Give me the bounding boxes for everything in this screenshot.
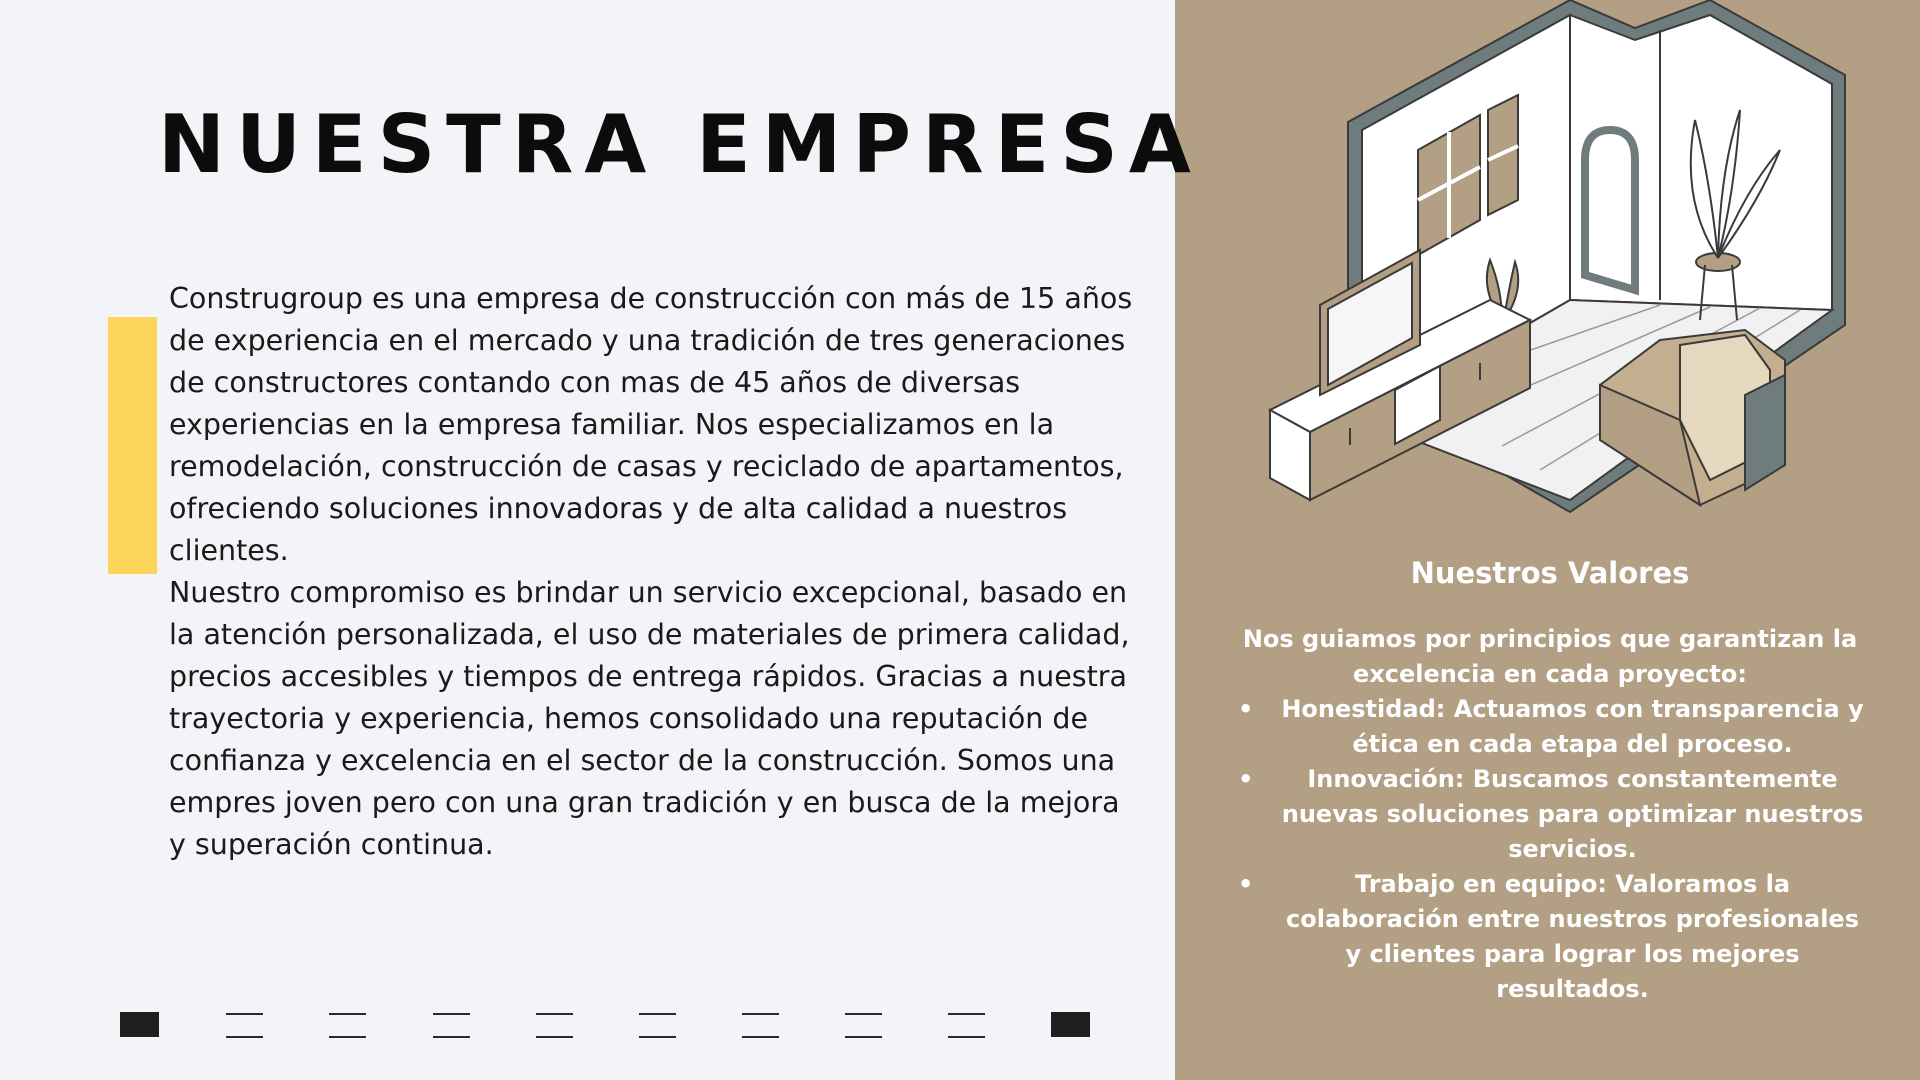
company-description bbox=[169, 278, 1144, 866]
description-paragraph-1: Construgroup es una empresa de construcción con más de 15 años de experiencia en el mercado y una tradición de tres generaciones de constructores contando con mas de 45 años de diversas experiencias en la empresa familiar. Nos especializamos en la remodelación, construcción de casas y reciclado de apartamentos, ofreciendo soluciones innovadoras y de alta calidad a nuestros clientes. bbox=[169, 282, 1133, 567]
value-item bbox=[1230, 867, 1870, 1007]
pager-dash bbox=[329, 1012, 366, 1040]
pager-dash bbox=[845, 1012, 882, 1040]
value-item-text: Innovación: Buscamos constantemente nuevas soluciones para optimizar nuestros servicios. bbox=[1281, 765, 1864, 863]
description-paragraph-2: Nuestro compromiso es brindar un servicio excepcional, basado en la atención personalizada, el uso de materiales de primera calidad, precios accesibles y tiempos de entrega rápidos. Gracias a nuestra trayectoria y experiencia, hemos consolidado una reputación de confianza y excelencia en el sector de la construcción. Somos una empres joven pero con una gran tradición y en busca de la mejora y superación continua. bbox=[169, 576, 1130, 861]
pager-dash bbox=[433, 1012, 470, 1040]
value-item bbox=[1230, 692, 1870, 762]
pager-square-first bbox=[120, 1012, 159, 1037]
pager-dash bbox=[639, 1012, 676, 1040]
values-intro: Nos guiamos por principios que garantizan la excelencia en cada proyecto: bbox=[1242, 625, 1858, 688]
pager-dash bbox=[742, 1012, 779, 1040]
bullet-icon: • bbox=[1238, 695, 1254, 723]
bullet-icon: • bbox=[1238, 765, 1254, 793]
value-item-text: Trabajo en equipo: Valoramos la colaboración entre nuestros profesionales y clientes para lograr los mejores resultados. bbox=[1286, 870, 1859, 1003]
isometric-living-room-illustration bbox=[1240, 0, 1860, 520]
value-item-text: Honestidad: Actuamos con transparencia y ética en cada etapa del proceso. bbox=[1281, 695, 1864, 758]
value-item bbox=[1230, 762, 1870, 867]
pager-dash bbox=[948, 1012, 985, 1040]
values-section bbox=[1230, 548, 1870, 1007]
values-title: Nuestros Valores bbox=[1410, 556, 1690, 590]
page-title: NUESTRA EMPRESA bbox=[158, 98, 1202, 191]
values-list bbox=[1230, 692, 1870, 1007]
slide-pager bbox=[120, 1012, 1090, 1040]
pager-dash bbox=[226, 1012, 263, 1040]
accent-bar bbox=[108, 317, 157, 574]
arch-doorway bbox=[1585, 130, 1635, 290]
bullet-icon: • bbox=[1238, 870, 1254, 898]
pager-dash bbox=[536, 1012, 573, 1040]
pager-square-last bbox=[1051, 1012, 1090, 1037]
